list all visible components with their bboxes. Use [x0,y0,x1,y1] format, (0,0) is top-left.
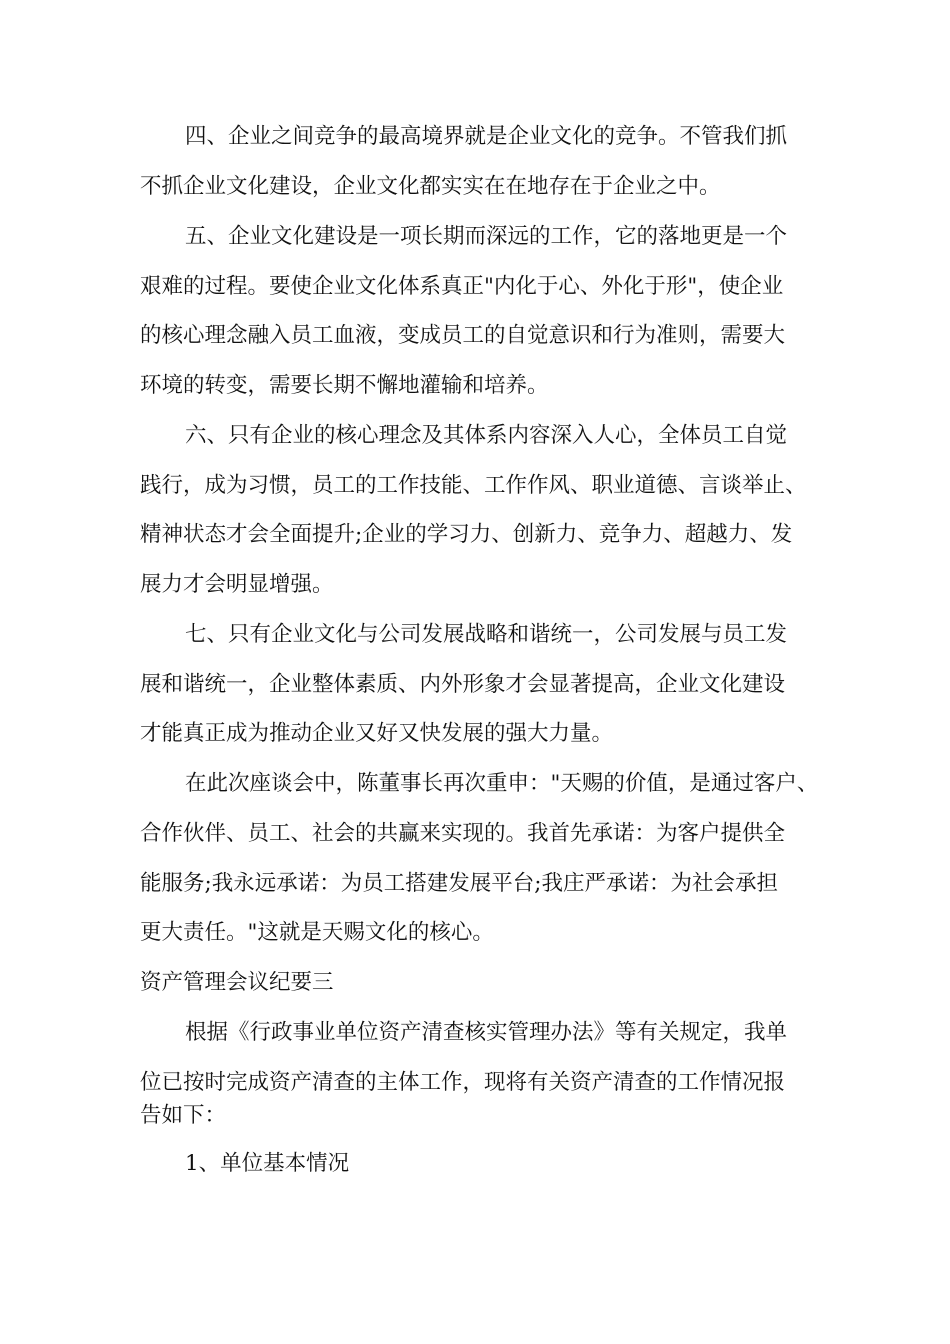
section-paragraph-line-3: 告如下： [140,1103,227,1128]
paragraph-3-line-1: 六、只有企业的核心理念及其体系内容深入人心，全体员工自觉 [185,423,788,448]
paragraph-5-line-4: 更大责任。"这就是天赐文化的核心。 [140,920,494,945]
paragraph-3-line-4: 展力才会明显增强。 [140,572,334,597]
section-paragraph-line-1: 根据《行政事业单位资产清查核实管理办法》等有关规定，我单 [185,1020,788,1045]
paragraph-2-line-2: 艰难的过程。要使企业文化体系真正"内化于心、外化于形"，使企业 [140,274,784,299]
paragraph-3-line-3: 精神状态才会全面提升;企业的学习力、创新力、竞争力、超越力、发 [140,522,793,547]
section-title: 资产管理会议纪要三 [140,970,334,995]
paragraph-5-line-1: 在此次座谈会中，陈董事长再次重申："天赐的价值，是通过客户、 [185,771,819,796]
paragraph-5-line-2: 合作伙伴、员工、社会的共赢来实现的。我首先承诺：为客户提供全 [140,821,786,846]
paragraph-4-line-1: 七、只有企业文化与公司发展战略和谐统一，公司发展与员工发 [185,622,788,647]
section-paragraph-line-2: 位已按时完成资产清查的主体工作，现将有关资产清查的工作情况报 [140,1070,786,1095]
paragraph-2-line-1: 五、企业文化建设是一项长期而深远的工作，它的落地更是一个 [185,224,788,249]
paragraph-1-line-1: 四、企业之间竞争的最高境界就是企业文化的竞争。不管我们抓 [185,124,788,149]
paragraph-3-line-2: 践行，成为习惯，员工的工作技能、工作作风、职业道德、言谈举止、 [140,473,807,498]
paragraph-5-line-3: 能服务;我永远承诺：为员工搭建发展平台;我庄严承诺：为社会承担 [140,871,778,896]
paragraph-2-line-3: 的核心理念融入员工血液，变成员工的自觉意识和行为准则，需要大 [140,323,786,348]
paragraph-1-line-2: 不抓企业文化建设，企业文化都实实在在地存在于企业之中。 [140,174,721,199]
subheading: 1、单位基本情况 [185,1151,350,1176]
paragraph-4-line-2: 展和谐统一，企业整体素质、内外形象才会显著提高，企业文化建设 [140,672,786,697]
paragraph-4-line-3: 才能真正成为推动企业又好又快发展的强大力量。 [140,721,614,746]
paragraph-2-line-4: 环境的转变，需要长期不懈地灌输和培养。 [140,373,549,398]
